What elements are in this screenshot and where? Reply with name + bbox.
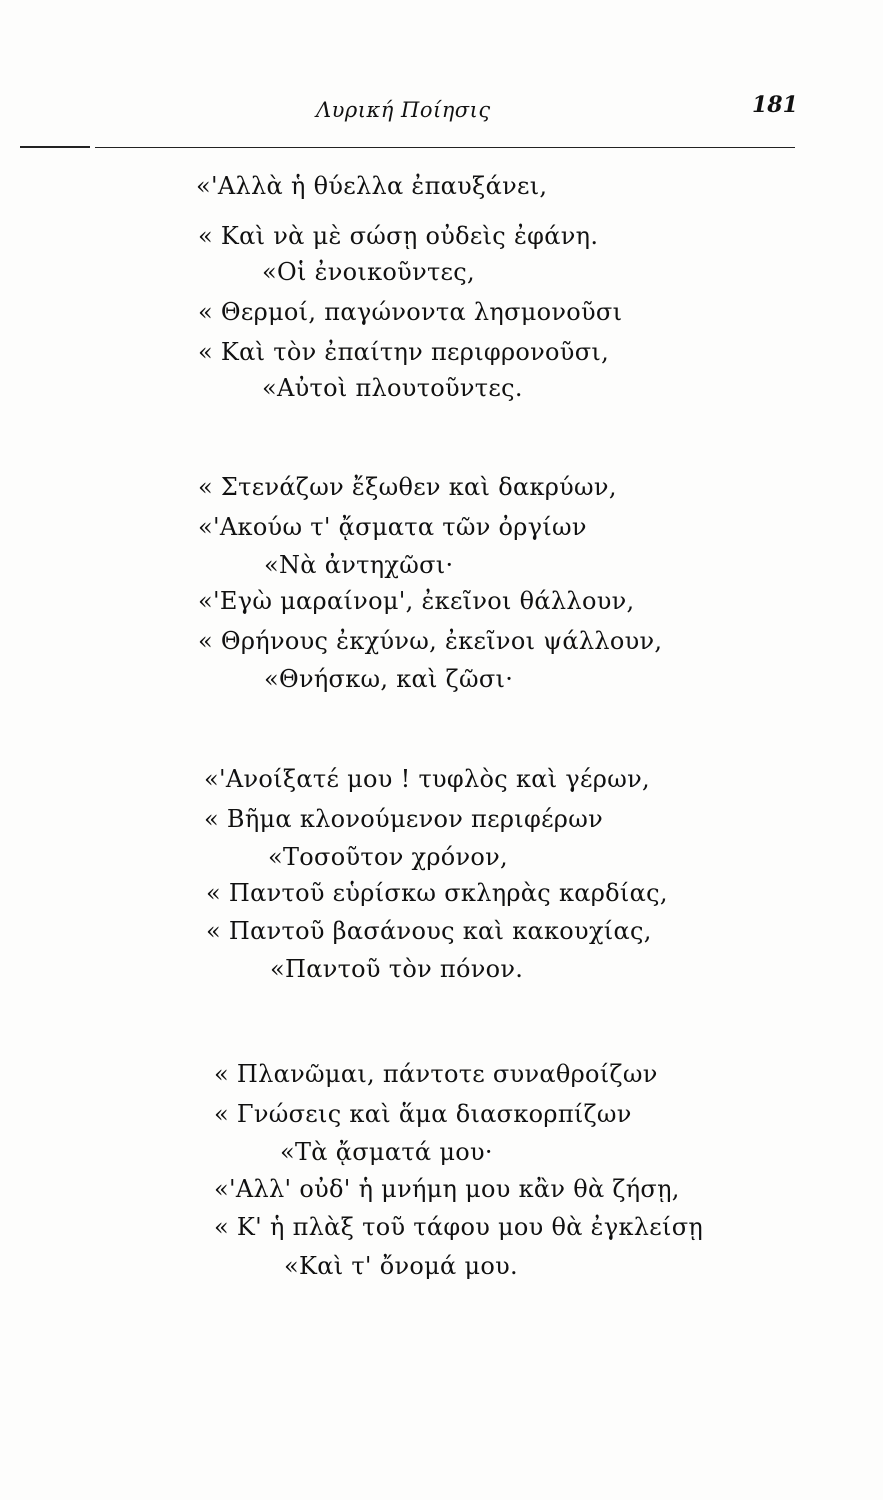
verse-line: « Καὶ τὸν ἐπαίτην περιφρονοῦσι,	[198, 338, 610, 366]
verse-line: « Πλανῶμαι, πάντοτε συναθροίζων	[214, 1060, 658, 1088]
verse-line: « Θρήνους ἐκχύνω, ἐκεῖνοι ψάλλουν,	[198, 627, 663, 655]
header-rule-left	[20, 146, 90, 148]
verse-line: « Παντοῦ εὑρίσκω σκληρὰς καρδίας,	[206, 879, 668, 907]
verse-line: «Τὰ ᾄσματά μου·	[280, 1138, 493, 1166]
verse-line: «Καὶ τ' ὄνομά μου.	[284, 1252, 518, 1280]
verse-line: «'Αλλ' οὐδ' ἡ μνήμη μου κἂν θὰ ζήσῃ,	[214, 1175, 680, 1203]
running-title: Λυρική Ποίησις	[316, 98, 491, 122]
verse-line: «Παντοῦ τὸν πόνον.	[270, 955, 524, 983]
verse-line: «Τοσοῦτον χρόνον,	[268, 843, 508, 871]
verse-line: « Παντοῦ βασάνους καὶ κακουχίας,	[206, 917, 652, 945]
verse-line: «'Εγὼ μαραίνομ', ἐκεῖνοι θάλλουν,	[198, 587, 635, 615]
verse-line: « Γνώσεις καὶ ἅμα διασκορπίζων	[214, 1100, 632, 1128]
verse-line: «'Ανοίξατέ μου ! τυφλὸς καὶ γέρων,	[204, 765, 650, 793]
verse-line: « Καὶ νὰ μὲ σώσῃ οὐδεὶς ἐφάνη.	[198, 222, 599, 250]
verse-line: «'Ακούω τ' ᾄσματα τῶν ὀργίων	[198, 513, 587, 541]
verse-line: « Κ' ἡ πλὰξ τοῦ τάφου μου θὰ ἐγκλείσῃ	[214, 1213, 704, 1241]
verse-line: «Οἱ ἐνοικοῦντες,	[262, 258, 475, 286]
verse-line: « Θερμοί, παγώνοντα λησμονοῦσι	[198, 298, 623, 326]
verse-line: «Αὐτοὶ πλουτοῦντες.	[262, 374, 523, 402]
verse-line: « Βῆμα κλονούμενον περιφέρων	[204, 805, 603, 833]
verse-line: «Θνήσκω, καὶ ζῶσι·	[264, 665, 514, 693]
page-number: 181	[752, 92, 798, 118]
verse-line: «Νὰ ἀντηχῶσι·	[264, 551, 454, 579]
verse-line: « Στενάζων ἔξωθεν καὶ δακρύων,	[198, 473, 617, 501]
header-rule-right	[95, 147, 795, 148]
verse-line: «'Αλλὰ ἡ θύελλα ἐπαυξάνει,	[196, 172, 548, 200]
